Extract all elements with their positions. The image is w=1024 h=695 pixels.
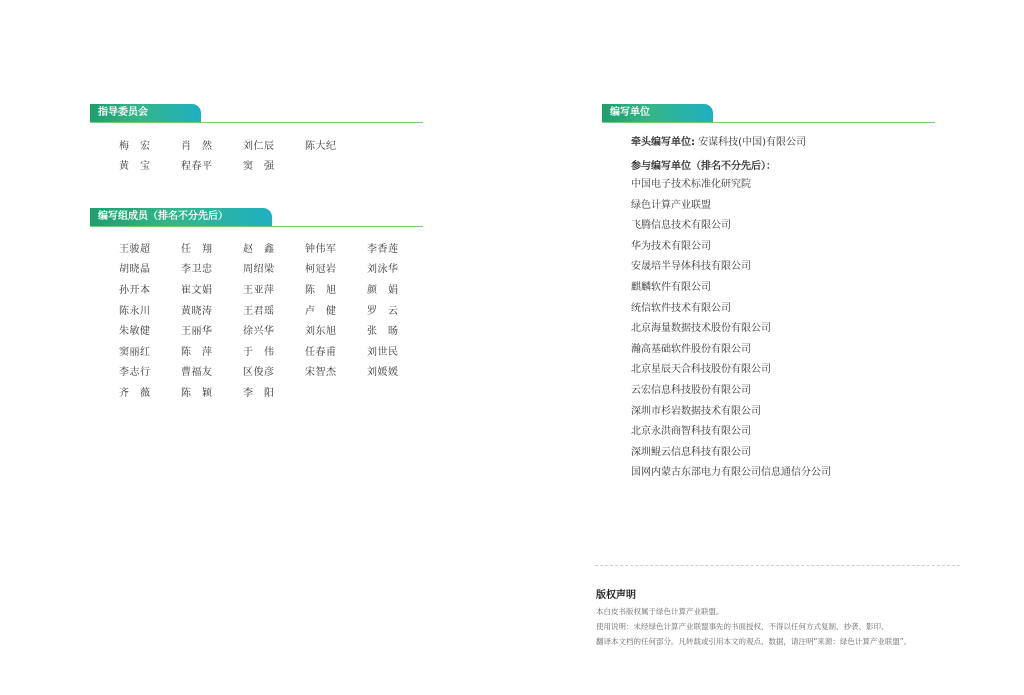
name-row (119, 258, 429, 279)
member-name: 王骏超 (119, 243, 151, 255)
member-name: 于 伟 (243, 346, 275, 358)
member-name: 李志行 (119, 367, 151, 379)
lead-unit-label: 牵头编写单位: (631, 137, 695, 148)
member-name: 李 阳 (243, 387, 275, 399)
member-name: 肖 然 (181, 140, 213, 152)
name-row (119, 361, 429, 382)
member-name: 周绍梁 (243, 264, 275, 276)
member-name: 赵 鑫 (243, 243, 275, 255)
member-name: 刘媛媛 (367, 367, 399, 379)
member-name: 颜 娟 (367, 284, 399, 296)
member-name: 曹福友 (181, 367, 213, 379)
participating-units-label: 参与编写单位（排名不分先后）： (631, 161, 776, 172)
org-item: 国网内蒙古东部电力有限公司信息通信分公司 (631, 467, 831, 479)
member-name: 钟伟军 (305, 243, 337, 255)
member-name: 张 旸 (367, 326, 399, 338)
member-name: 刘东旭 (305, 326, 337, 338)
steering-committee-tag: 指导委员会 (90, 104, 201, 122)
copyright-divider (595, 565, 960, 566)
member-name: 黄 宝 (119, 161, 151, 173)
member-name: 徐兴华 (243, 326, 275, 338)
member-name: 卢 健 (305, 305, 337, 317)
org-item: 绿色计算产业联盟 (631, 199, 711, 211)
member-name: 孙开本 (119, 284, 151, 296)
name-row (119, 237, 429, 258)
writing-team-grid (119, 237, 429, 402)
lead-unit-value: 安谋科技(中国)有限公司 (698, 137, 806, 148)
name-row (119, 299, 429, 320)
member-name: 李香莲 (367, 243, 399, 255)
member-name: 任 翔 (181, 243, 213, 255)
member-name: 宋智杰 (305, 367, 337, 379)
org-item: 中国电子技术标准化研究院 (631, 179, 751, 190)
member-name: 程春平 (181, 161, 213, 173)
name-row (119, 134, 367, 155)
org-item: 深圳鲲云信息科技有限公司 (631, 446, 751, 458)
member-name: 朱敏健 (119, 326, 151, 338)
org-item: 北京海量数据技术股份有限公司 (631, 323, 771, 335)
org-item: 北京星辰天合科技股份有限公司 (631, 364, 771, 376)
steering-committee-rule (90, 122, 423, 123)
copyright-line: 翻译本文档的任何部分。凡转载或引用本文的观点、数据，请注明“来源：绿色计算产业联盟”。 (596, 637, 912, 646)
org-item: 统信软件技术有限公司 (631, 302, 731, 314)
writing-team-rule (90, 226, 423, 227)
member-name: 柯冠岩 (305, 264, 337, 276)
member-name: 李卫忠 (181, 264, 213, 276)
member-name: 陈 旭 (305, 284, 337, 296)
org-item: 华为技术有限公司 (631, 240, 711, 252)
member-name: 陈 颖 (181, 387, 213, 399)
org-item: 麒麟软件有限公司 (631, 281, 711, 293)
member-name: 黄晓涛 (181, 305, 213, 317)
name-row (119, 319, 429, 340)
member-name: 陈永川 (119, 305, 151, 317)
member-name: 齐 薇 (119, 387, 151, 399)
writing-units-list (631, 135, 831, 484)
member-name: 刘仁辰 (243, 140, 275, 152)
writing-team-tag: 编写组成员（排名不分先后） (90, 208, 272, 226)
member-name: 王君瑶 (243, 305, 275, 317)
org-item: 云宏信息科技股份有限公司 (631, 384, 751, 396)
member-name: 陈大纪 (305, 140, 337, 152)
member-name: 胡晓晶 (119, 264, 151, 276)
name-row (119, 278, 429, 299)
copyright-title: 版权声明 (596, 590, 636, 601)
member-name: 崔文娟 (181, 284, 213, 296)
name-row (119, 155, 367, 176)
member-name: 陈 萍 (181, 346, 213, 358)
copyright-line: 使用说明：未经绿色计算产业联盟事先的书面授权，不得以任何方式复制、抄袭、影印、 (596, 622, 889, 631)
name-row (119, 381, 429, 402)
member-name: 区俊彦 (243, 367, 275, 379)
lead-unit (631, 135, 831, 157)
org-item: 深圳市杉岩数据技术有限公司 (631, 405, 761, 417)
org-item: 飞腾信息技术有限公司 (631, 220, 731, 232)
copyright-line: 本白皮书版权属于绿色计算产业联盟。 (596, 607, 724, 616)
org-item: 瀚高基础软件股份有限公司 (631, 343, 751, 355)
member-name: 刘世民 (367, 346, 399, 358)
member-name: 梅 宏 (119, 140, 151, 152)
writing-units-rule (602, 122, 935, 123)
steering-committee-grid (119, 134, 367, 175)
writing-units-tag: 编写单位 (602, 104, 713, 122)
member-name: 任春甫 (305, 346, 337, 358)
org-item: 安晟培半导体科技有限公司 (631, 261, 751, 273)
member-name: 窦丽红 (119, 346, 151, 358)
member-name: 窦 强 (243, 161, 275, 173)
name-row (119, 340, 429, 361)
member-name: 罗 云 (367, 305, 399, 317)
org-item: 北京永洪商智科技有限公司 (631, 426, 751, 438)
member-name: 王丽华 (181, 326, 213, 338)
member-name: 刘泳华 (367, 264, 399, 276)
member-name: 王亚萍 (243, 284, 275, 296)
